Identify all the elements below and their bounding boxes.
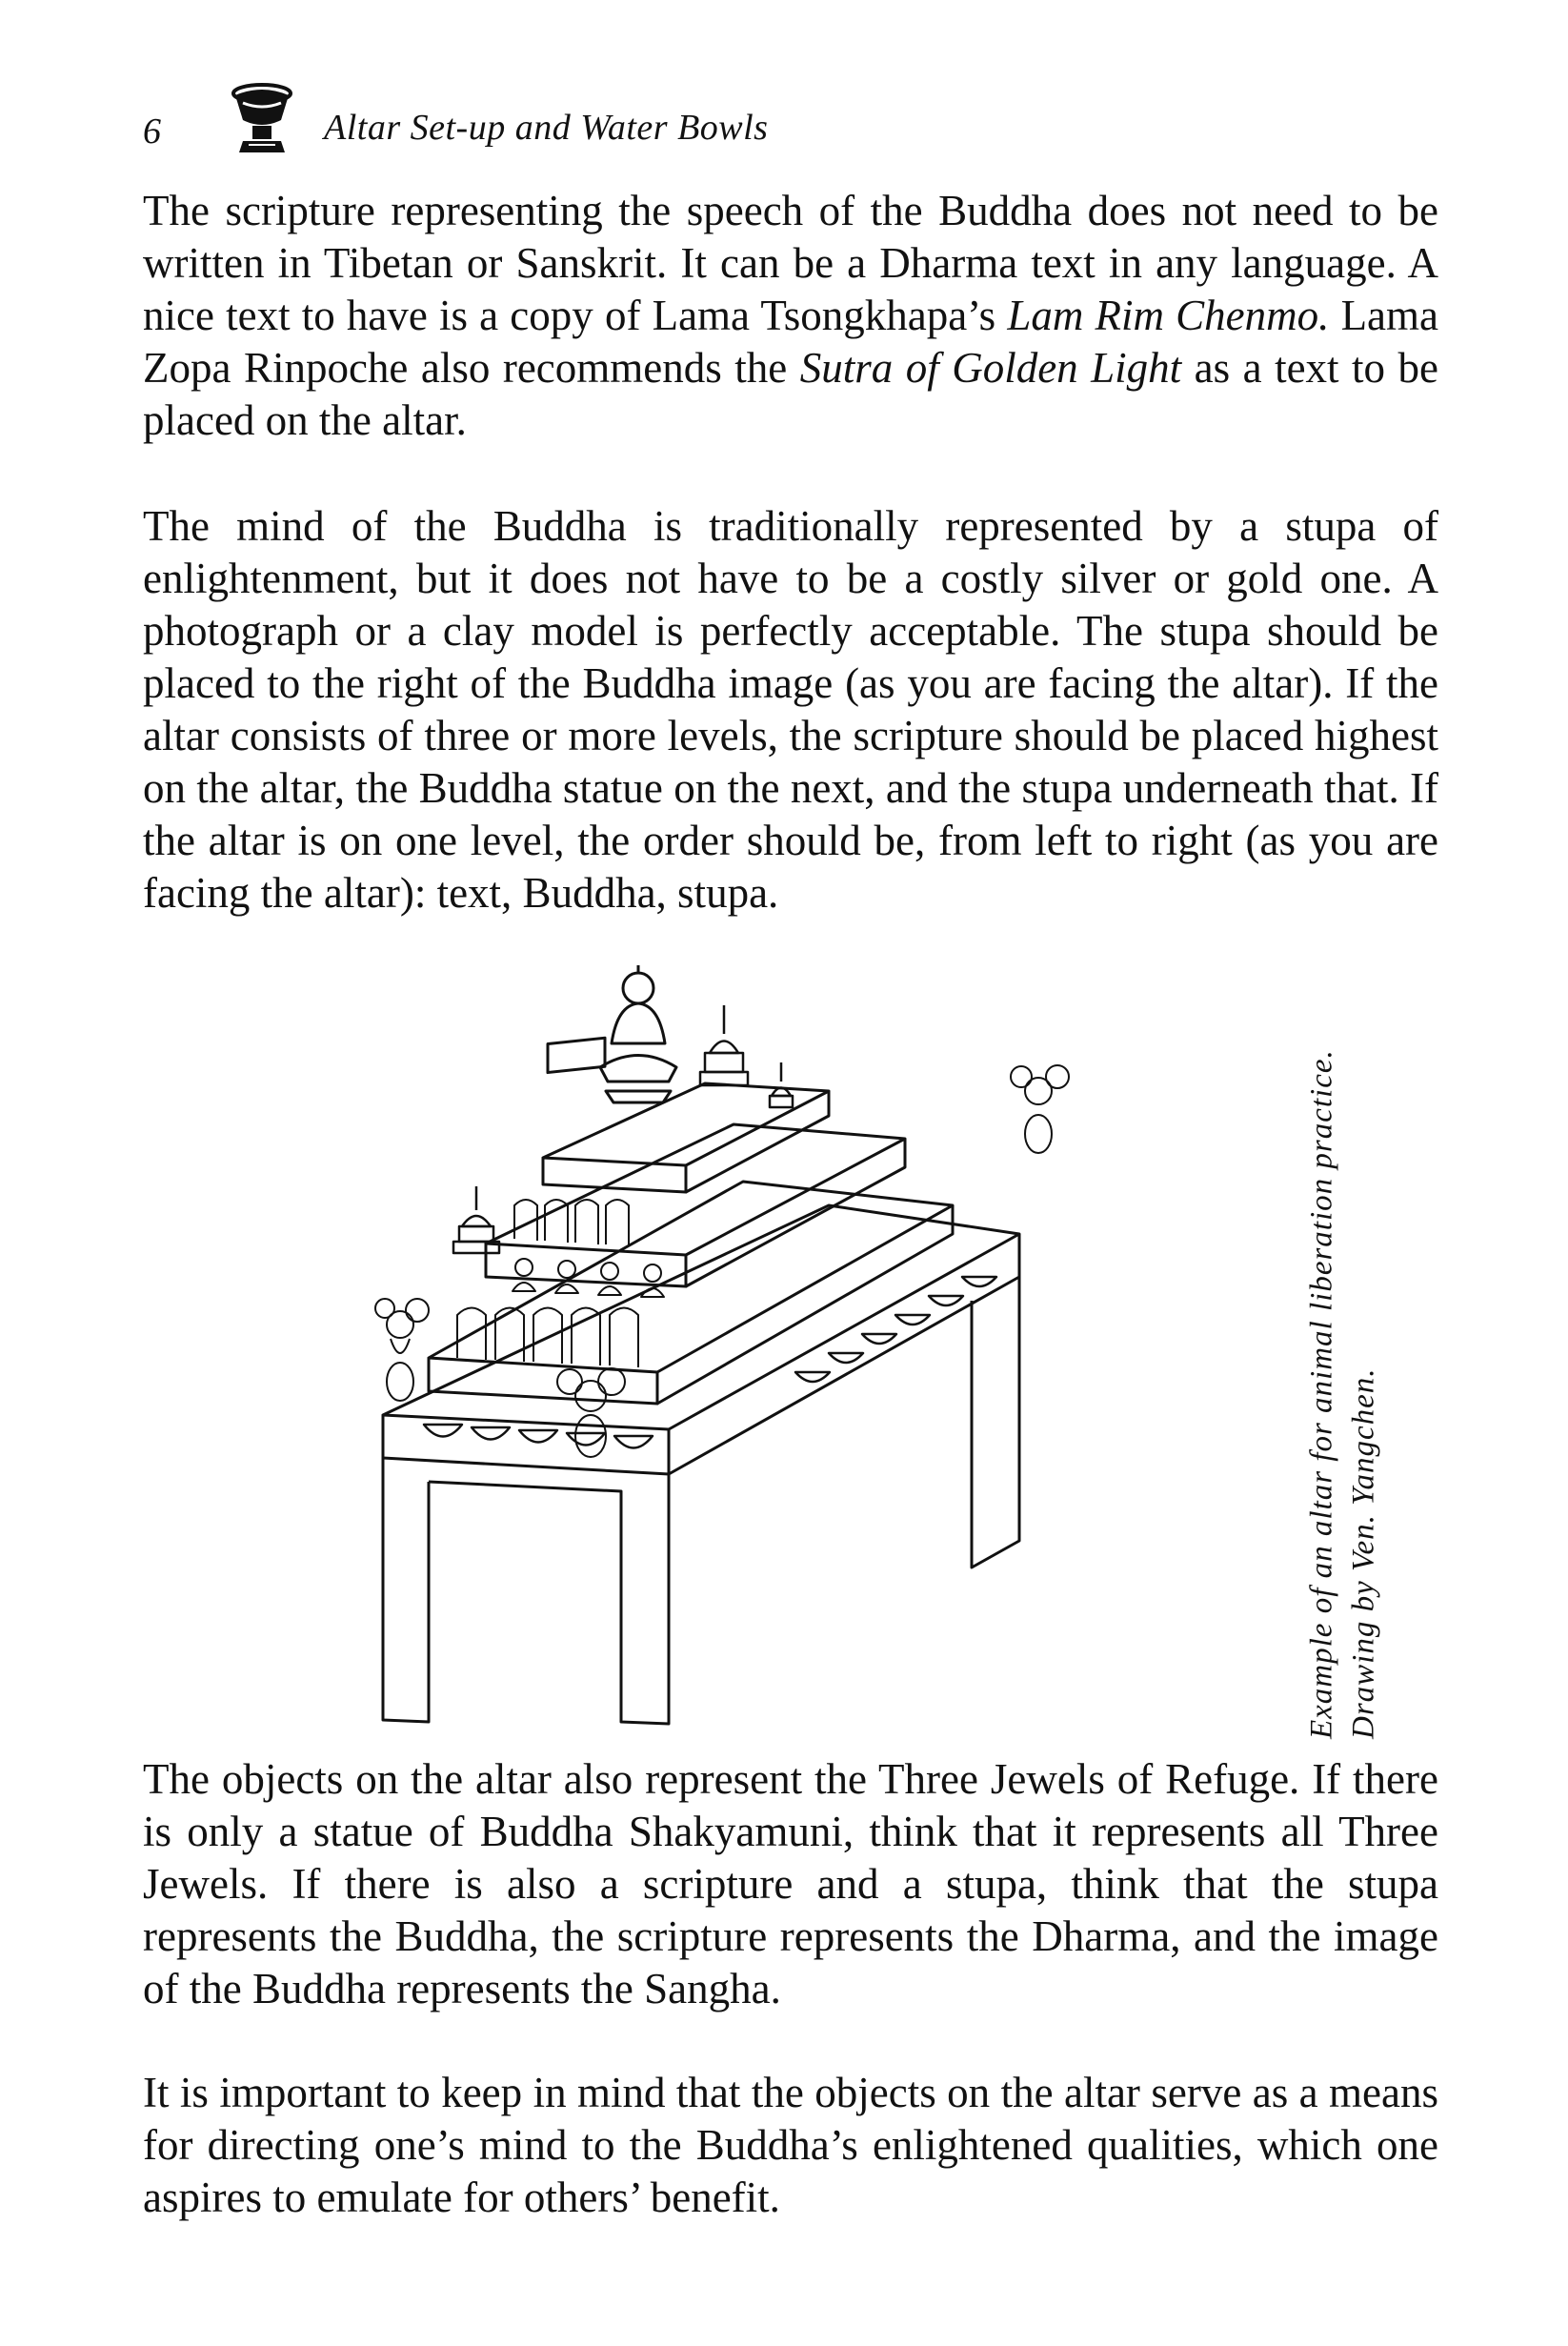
table [383, 1205, 1019, 1724]
offering-bowl-emblem-icon [214, 74, 310, 160]
p1-sentence-4: as a text to be placed on the altar. [143, 344, 1438, 444]
caption-credit: Drawing by Ven. Yangchen. [1346, 1367, 1381, 1739]
paragraph-scripture [143, 185, 1438, 447]
figure-caption [1291, 958, 1396, 1739]
p1-sentence-3: Lama Zopa Rinpoche also recommends the [143, 292, 1439, 392]
running-head: Altar Set-up and Water Bowls [324, 108, 769, 148]
caption-example: Example of an altar for animal liberation practice. [1304, 1049, 1339, 1739]
page-header [143, 74, 1477, 160]
p1-sentence-2: A nice text to have is a copy of Lama Tsongkhapa’s [143, 239, 1438, 339]
altar-top-tier [543, 1083, 829, 1192]
page-number: 6 [143, 111, 161, 152]
scripture-text [548, 1038, 605, 1072]
buddha-statue [600, 965, 676, 1102]
altar-middle-tier [486, 1124, 905, 1286]
title-lam-rim-chenmo: Lam Rim Chenmo. [1007, 292, 1330, 339]
paragraph-purpose: It is important to keep in mind that the objects on the altar serve as a means for directing one’s mind to the Buddha’s enlightened qualities, which one aspires to emulate for others’ benefit. [143, 2069, 1438, 2221]
altar-drawing [372, 948, 1162, 1729]
paragraph-stupa: The mind of the Buddha is traditionally represented by a stupa of enlightenment, but it does not have to be a costly silver or gold one. A photograph or a clay model is perfectly acceptable. The stupa should be placed to the right of the Buddha image (as you are facing the altar). If the altar consists of three or more levels, the scripture should be placed highest on the altar, the Buddha statue on the next, and the stupa underneath that. If the altar is on one level, the order should be, from left to right (as you are facing the altar): text, Buddha, stupa. [143, 502, 1438, 917]
paragraph-three-jewels: The objects on the altar also represent the Three Jewels of Refuge. If there is only a statue of Buddha Shakyamuni, think that it represents all Three Jewels. If there is also a scripture and a stupa, think that the stupa represents the Buddha, the scripture represents the Dharma, and the image of the Buddha represents the Sangha. [143, 1755, 1438, 2012]
altar-lower-tier [429, 1182, 953, 1404]
title-sutra-golden-light: Sutra of Golden Light [799, 344, 1182, 392]
p1-sentence-1: The scripture representing the speech of the Buddha does not need to be written in Tibetan or Sanskrit. It can be a Dharma text in any language. [143, 187, 1438, 287]
